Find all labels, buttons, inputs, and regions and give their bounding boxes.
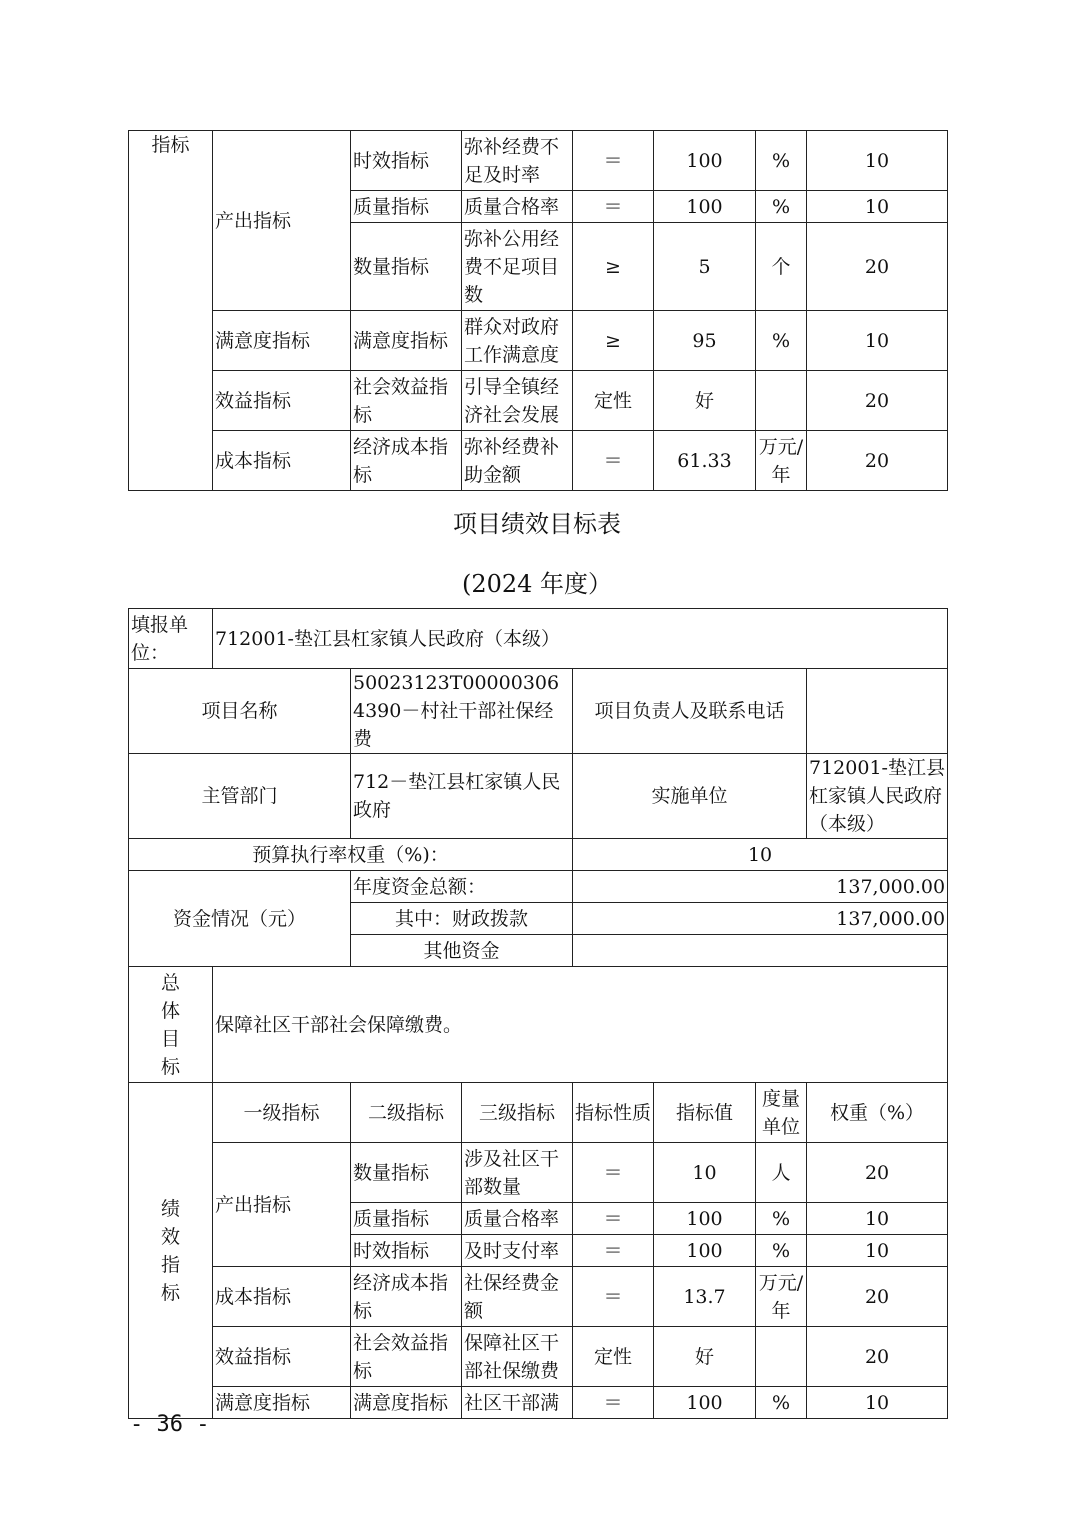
unit-cell: % bbox=[756, 191, 807, 223]
level3-cell: 弥补公用经费不足项目数 bbox=[462, 223, 573, 311]
operator-cell: ＝ bbox=[573, 191, 654, 223]
operator-cell: ＝ bbox=[573, 131, 654, 191]
operator-cell: 定性 bbox=[573, 371, 654, 431]
dept-label: 主管部门 bbox=[129, 754, 351, 839]
unit-cell: 万元/年 bbox=[756, 431, 807, 491]
header-weight: 权重（%） bbox=[807, 1083, 948, 1143]
dept-value: 712－垫江县杠家镇人民政府 bbox=[351, 754, 573, 839]
operator-cell: 定性 bbox=[573, 1327, 654, 1387]
overall-goal-value: 保障社区干部社会保障缴费。 bbox=[213, 967, 948, 1083]
header-nature: 指标性质 bbox=[573, 1083, 654, 1143]
annual-total-value: 137,000.00 bbox=[573, 871, 948, 903]
unit-cell bbox=[756, 371, 807, 431]
year-subtitle: (2024 年度） bbox=[461, 570, 613, 598]
unit-cell: 人 bbox=[756, 1143, 807, 1203]
level3-cell: 保障社区干部社保缴费 bbox=[462, 1327, 573, 1387]
header-level2: 二级指标 bbox=[351, 1083, 462, 1143]
unit-cell: % bbox=[756, 1387, 807, 1419]
operator-cell: ＝ bbox=[573, 1267, 654, 1327]
unit-cell: % bbox=[756, 1203, 807, 1235]
header-value: 指标值 bbox=[654, 1083, 756, 1143]
project-name-label: 项目名称 bbox=[129, 669, 351, 754]
value-cell: 100 bbox=[654, 191, 756, 223]
reporting-unit-value: 712001-垫江县杠家镇人民政府（本级） bbox=[213, 609, 948, 669]
weight-cell: 10 bbox=[807, 1203, 948, 1235]
level2-cell: 数量指标 bbox=[351, 223, 462, 311]
level2-cell: 满意度指标 bbox=[351, 311, 462, 371]
level2-cell: 时效指标 bbox=[351, 131, 462, 191]
level1-cell: 效益指标 bbox=[213, 1327, 351, 1387]
operator-cell: ＝ bbox=[573, 1203, 654, 1235]
level3-cell: 质量合格率 bbox=[462, 1203, 573, 1235]
contact-label: 项目负责人及联系电话 bbox=[573, 669, 807, 754]
weight-cell: 10 bbox=[807, 191, 948, 223]
impl-label: 实施单位 bbox=[573, 754, 807, 839]
annual-total-label: 年度资金总额： bbox=[351, 871, 573, 903]
level3-cell: 社保经费金额 bbox=[462, 1267, 573, 1327]
level2-cell: 时效指标 bbox=[351, 1235, 462, 1267]
level3-cell: 质量合格率 bbox=[462, 191, 573, 223]
value-cell: 100 bbox=[654, 1203, 756, 1235]
level1-cell: 满意度指标 bbox=[213, 1387, 351, 1419]
unit-cell: % bbox=[756, 131, 807, 191]
weight-cell: 20 bbox=[807, 1327, 948, 1387]
level3-cell: 弥补经费补助金额 bbox=[462, 431, 573, 491]
weight-cell: 10 bbox=[807, 311, 948, 371]
operator-cell: ＝ bbox=[573, 1387, 654, 1419]
page-title: 项目绩效目标表 bbox=[453, 510, 621, 538]
reporting-unit-label: 填报单位： bbox=[129, 609, 213, 669]
weight-cell: 20 bbox=[807, 431, 948, 491]
project-name-value: 50023123T000003064390－村社干部社保经费 bbox=[351, 669, 573, 754]
value-cell: 好 bbox=[654, 371, 756, 431]
weight-cell: 20 bbox=[807, 1267, 948, 1327]
fiscal-label: 其中：财政拨款 bbox=[351, 903, 573, 935]
value-cell: 好 bbox=[654, 1327, 756, 1387]
budget-weight-label: 预算执行率权重（%)： bbox=[129, 839, 573, 871]
operator-cell: ＝ bbox=[573, 1235, 654, 1267]
level3-cell: 引导全镇经济社会发展 bbox=[462, 371, 573, 431]
level2-cell: 质量指标 bbox=[351, 191, 462, 223]
level2-cell: 经济成本指标 bbox=[351, 1267, 462, 1327]
weight-cell: 10 bbox=[807, 131, 948, 191]
unit-cell: 个 bbox=[756, 223, 807, 311]
value-cell: 10 bbox=[654, 1143, 756, 1203]
level1-cell: 效益指标 bbox=[213, 371, 351, 431]
value-cell: 100 bbox=[654, 1235, 756, 1267]
unit-cell: % bbox=[756, 1235, 807, 1267]
level1-cell: 产出指标 bbox=[213, 1143, 351, 1267]
contact-value bbox=[807, 669, 948, 754]
value-cell: 13.7 bbox=[654, 1267, 756, 1327]
level1-cell: 满意度指标 bbox=[213, 311, 351, 371]
weight-cell: 10 bbox=[807, 1235, 948, 1267]
top-indicator-table bbox=[128, 130, 948, 491]
header-unit: 度量单位 bbox=[756, 1083, 807, 1143]
level3-cell: 群众对政府工作满意度 bbox=[462, 311, 573, 371]
other-funds-label: 其他资金 bbox=[351, 935, 573, 967]
level2-cell: 满意度指标 bbox=[351, 1387, 462, 1419]
weight-cell: 20 bbox=[807, 223, 948, 311]
value-cell: 100 bbox=[654, 1387, 756, 1419]
funds-label: 资金情况（元） bbox=[129, 871, 351, 967]
operator-cell: ≥ bbox=[573, 311, 654, 371]
perf-section-label: 绩效指标 bbox=[129, 1083, 213, 1419]
value-cell: 95 bbox=[654, 311, 756, 371]
unit-cell: 万元/年 bbox=[756, 1267, 807, 1327]
level2-cell: 质量指标 bbox=[351, 1203, 462, 1235]
performance-target-table bbox=[128, 608, 948, 1419]
level3-cell: 社区干部满 bbox=[462, 1387, 573, 1419]
operator-cell: ＝ bbox=[573, 1143, 654, 1203]
operator-cell: ＝ bbox=[573, 431, 654, 491]
level3-cell: 涉及社区干部数量 bbox=[462, 1143, 573, 1203]
operator-cell: ≥ bbox=[573, 223, 654, 311]
value-cell: 61.33 bbox=[654, 431, 756, 491]
level2-cell: 社会效益指标 bbox=[351, 1327, 462, 1387]
other-funds-value bbox=[573, 935, 948, 967]
budget-weight-value: 10 bbox=[573, 839, 948, 871]
level3-cell: 弥补经费不足及时率 bbox=[462, 131, 573, 191]
level3-cell: 及时支付率 bbox=[462, 1235, 573, 1267]
level1-cell: 成本指标 bbox=[213, 431, 351, 491]
unit-cell: % bbox=[756, 311, 807, 371]
header-level3: 三级指标 bbox=[462, 1083, 573, 1143]
weight-cell: 10 bbox=[807, 1387, 948, 1419]
value-cell: 100 bbox=[654, 131, 756, 191]
level1-cell: 成本指标 bbox=[213, 1267, 351, 1327]
weight-cell: 20 bbox=[807, 1143, 948, 1203]
section-label: 指标 bbox=[129, 131, 213, 491]
weight-cell: 20 bbox=[807, 371, 948, 431]
unit-cell bbox=[756, 1327, 807, 1387]
level2-cell: 社会效益指标 bbox=[351, 371, 462, 431]
level1-cell: 产出指标 bbox=[213, 131, 351, 311]
value-cell: 5 bbox=[654, 223, 756, 311]
level2-cell: 经济成本指标 bbox=[351, 431, 462, 491]
impl-value: 712001-垫江县杠家镇人民政府（本级） bbox=[807, 754, 948, 839]
level2-cell: 数量指标 bbox=[351, 1143, 462, 1203]
page-number: - 36 - bbox=[130, 1412, 210, 1437]
header-level1: 一级指标 bbox=[213, 1083, 351, 1143]
fiscal-value: 137,000.00 bbox=[573, 903, 948, 935]
overall-goal-label: 总体目标 bbox=[129, 967, 213, 1083]
